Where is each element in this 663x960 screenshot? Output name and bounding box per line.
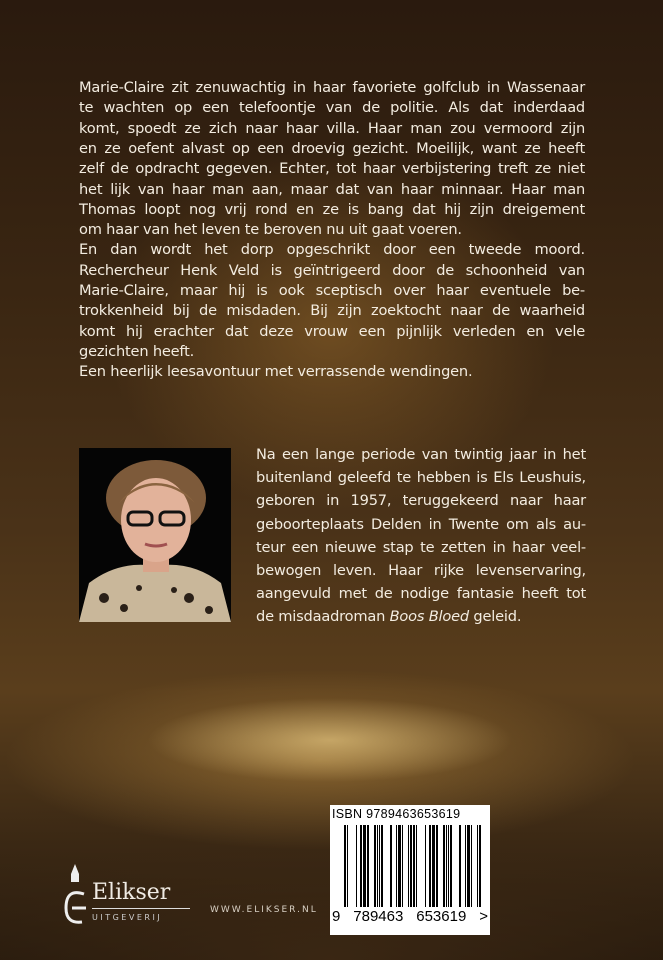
author-photo	[79, 448, 231, 622]
barcode-digit: 653619	[416, 908, 467, 925]
bio-line: bewogen leven. Haar rijke levenservaring,	[256, 562, 586, 579]
blurb-line: Marie-Claire zit zenuwachtig in haar favoriete golfclub in Wassenaar	[79, 79, 585, 96]
barcode-digit: 9	[332, 908, 341, 925]
publisher-url: WWW.ELIKSER.NL	[210, 905, 318, 915]
bio-line: geboorteplaats Delden in Twente om als au-	[256, 515, 586, 533]
barcode-bars	[344, 825, 484, 907]
bio-line: Na een lange periode van twintig jaar in het	[256, 446, 586, 463]
barcode-digit: >	[479, 908, 488, 925]
publisher-subtitle: UITGEVERIJ	[92, 913, 163, 922]
bio-text: de misdaadroman	[256, 608, 390, 626]
blurb-line: om haar van het leven te beroven nu uit gaat voeren.	[79, 221, 462, 239]
barcode-digit: 789463	[353, 908, 404, 925]
blurb-line: Marie-Claire, maar hij is ook sceptisch over haar eventuele be-	[79, 282, 585, 299]
blurb-line: Een heerlijk leesavontuur met verrassende wendingen.	[79, 363, 473, 381]
blurb-line: te wachten op een telefoontje van de politie. Als dat inderdaad	[79, 99, 585, 117]
blurb-line: Thomas loopt nog vrij rond en ze is bang dat hij zijn dreigement	[79, 200, 585, 218]
bio-line: buitenland geleefd te hebben is Els Leushuis,	[256, 469, 586, 487]
blurb-line: gezichten heeft.	[79, 342, 195, 360]
blurb-line: en ze oefent alvast op een droevig gezicht. Moeilijk, want ze heeft	[79, 139, 585, 157]
isbn-barcode	[330, 805, 490, 935]
isbn-label: ISBN 9789463653619	[332, 807, 461, 821]
bio-line	[256, 607, 586, 627]
bio-line: aangevuld met de nodige fantasie heeft tot	[256, 585, 586, 603]
blurb-line: trokkenheid bij de misdaden. Bij zijn zoektocht naar de waarheid	[79, 302, 585, 320]
bio-line: teur een nieuwe stap te zetten in haar veel-	[256, 538, 586, 556]
elikser-emblem-icon	[60, 860, 90, 930]
publisher-name: Elikser	[92, 880, 171, 905]
blurb-line: Rechercheur Henk Veld is geïntrigeerd door de schoonheid van	[79, 261, 585, 279]
bio-line: geboren in 1957, teruggekeerd naar haar	[256, 492, 586, 510]
book-title: Boos Bloed	[389, 608, 469, 626]
bio-text: geleid.	[468, 608, 522, 626]
blurb-line: komt, spoedt ze zich naar haar villa. Haar man zou vermoord zijn	[79, 119, 585, 137]
blurb-line: komt hij erachter dat deze vrouw een pijnlijk verleden en vele	[79, 322, 585, 340]
blurb-line: het lijk van haar man aan, maar dat van haar minnaar. Haar man	[79, 180, 585, 198]
blurb-line: zelf de opdracht gegeven. Echter, tot haar verbijstering treft ze niet	[79, 160, 585, 178]
blurb-line: En dan wordt het dorp opgeschrikt door een tweede moord.	[79, 241, 585, 259]
